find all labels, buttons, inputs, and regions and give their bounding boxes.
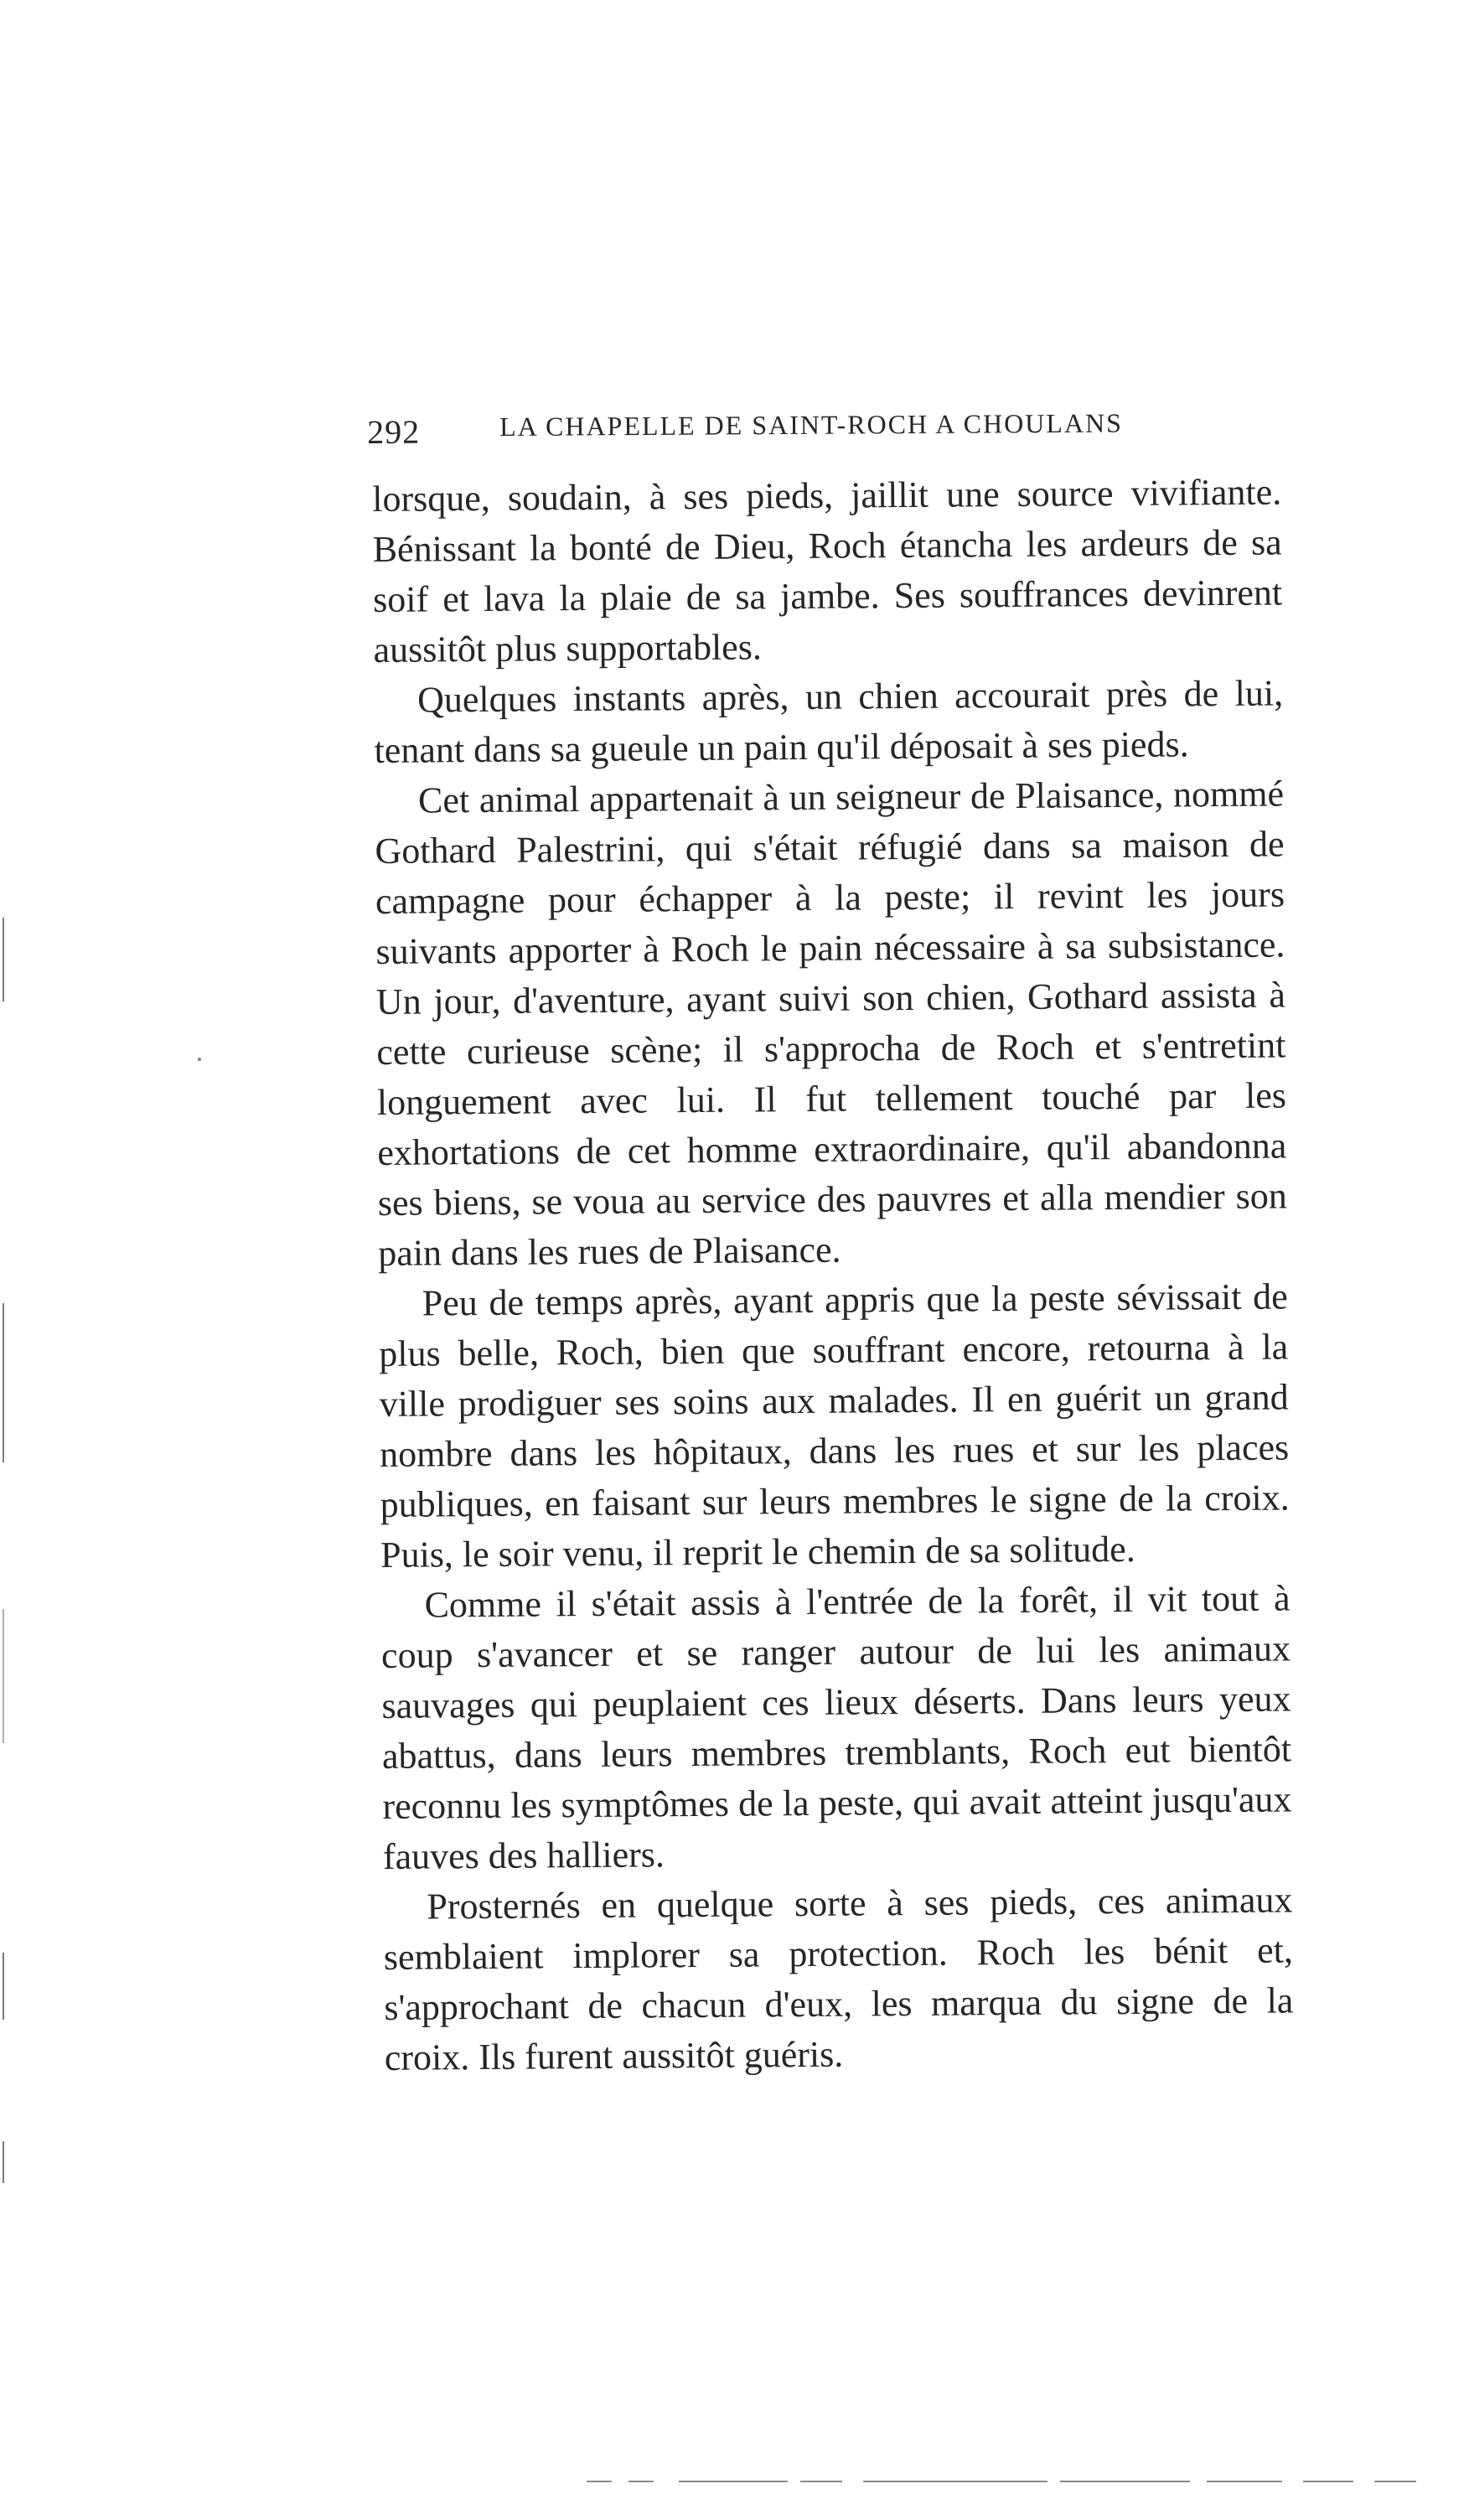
- body-text: [372, 467, 1294, 2083]
- scan-bottom-rule: [1303, 2481, 1353, 2482]
- scan-speck: [198, 1058, 201, 1061]
- paragraph: Comme il s'était assis à l'entrée de la forêt, il vit tout à coup s'avancer et se ranger autour de lui les animaux sauvages qui peuplaient ces lieux déserts. Dans leurs yeux abattus, dans leurs membres tremblants, Roch eut bientôt reconnu les symptômes de la peste, qui avait atteint jusqu'aux fauves des halliers.: [380, 1577, 1292, 1877]
- paragraph: Quelques instants après, un chien accourait près de lui, tenant dans sa gueule un pain qu'il déposait à ses pieds.: [374, 672, 1284, 771]
- running-title: LA CHAPELLE DE SAINT-ROCH A CHOULANS: [499, 407, 1124, 442]
- paragraph: Prosternés en quelque sorte à ses pieds, ces animaux semblaient implorer sa protection. Roch les bénit et, s'approchant de chacun d'eux, les marqua du signe de la croix. Ils furent aussitôt guéris.: [383, 1879, 1294, 2078]
- page-number: 292: [367, 412, 421, 451]
- scan-margin-mark: [3, 918, 4, 1001]
- scan-bottom-rule: [1060, 2481, 1190, 2482]
- page-header: [367, 398, 1285, 454]
- paragraph: Cet animal appartenait à un seigneur de Plaisance, nommé Gothard Palestrini, qui s'était réfugié dans sa maison de campagne pour échapper à la peste; il revint les jours suivants apporter à Roch le pain nécessaire à sa subsistance. Un jour, d'aventure, ayant suivi son chien, Gothard assista à cette curieuse scène; il s'approcha de Roch et s'entretint longuement avec lui. Il fut tellement touché par les exhortations de cet homme extraordinaire, qu'il abandonna ses biens, se voua au service des pauvres et alla mendier son pain dans les rues de Plaisance.: [375, 773, 1287, 1274]
- scan-margin-mark: [3, 2141, 4, 2183]
- paragraph: Peu de temps après, ayant appris que la peste sévissait de plus belle, Roch, bien que souffrant encore, retourna à la ville prodiguer ses soins aux malades. Il en guérit un grand nombre dans les hôpitaux, dans les rues et sur les places publiques, en faisant sur leurs membres le signe de la croix. Puis, le soir venu, il reprit le chemin de sa solitude.: [379, 1276, 1290, 1576]
- scan-margin-mark: [3, 1953, 4, 2020]
- scan-margin-mark: [3, 1609, 4, 1743]
- scan-bottom-rule: [679, 2481, 788, 2482]
- scan-bottom-rule: [587, 2481, 612, 2482]
- paragraph: lorsque, soudain, à ses pieds, jaillit une source vivifiante. Bénissant la bonté de Dieu, Roch étancha les ardeurs de sa soif et lava la plaie de sa jambe. Ses souffrances devinrent aussitôt plus supportables.: [372, 471, 1283, 670]
- scan-bottom-rule: [863, 2481, 1047, 2482]
- scan-bottom-rule: [1374, 2481, 1416, 2482]
- scan-bottom-rule: [800, 2481, 842, 2482]
- scan-bottom-rule: [1207, 2481, 1282, 2482]
- scan-bottom-rule: [628, 2481, 654, 2482]
- scan-margin-mark: [3, 1303, 4, 1462]
